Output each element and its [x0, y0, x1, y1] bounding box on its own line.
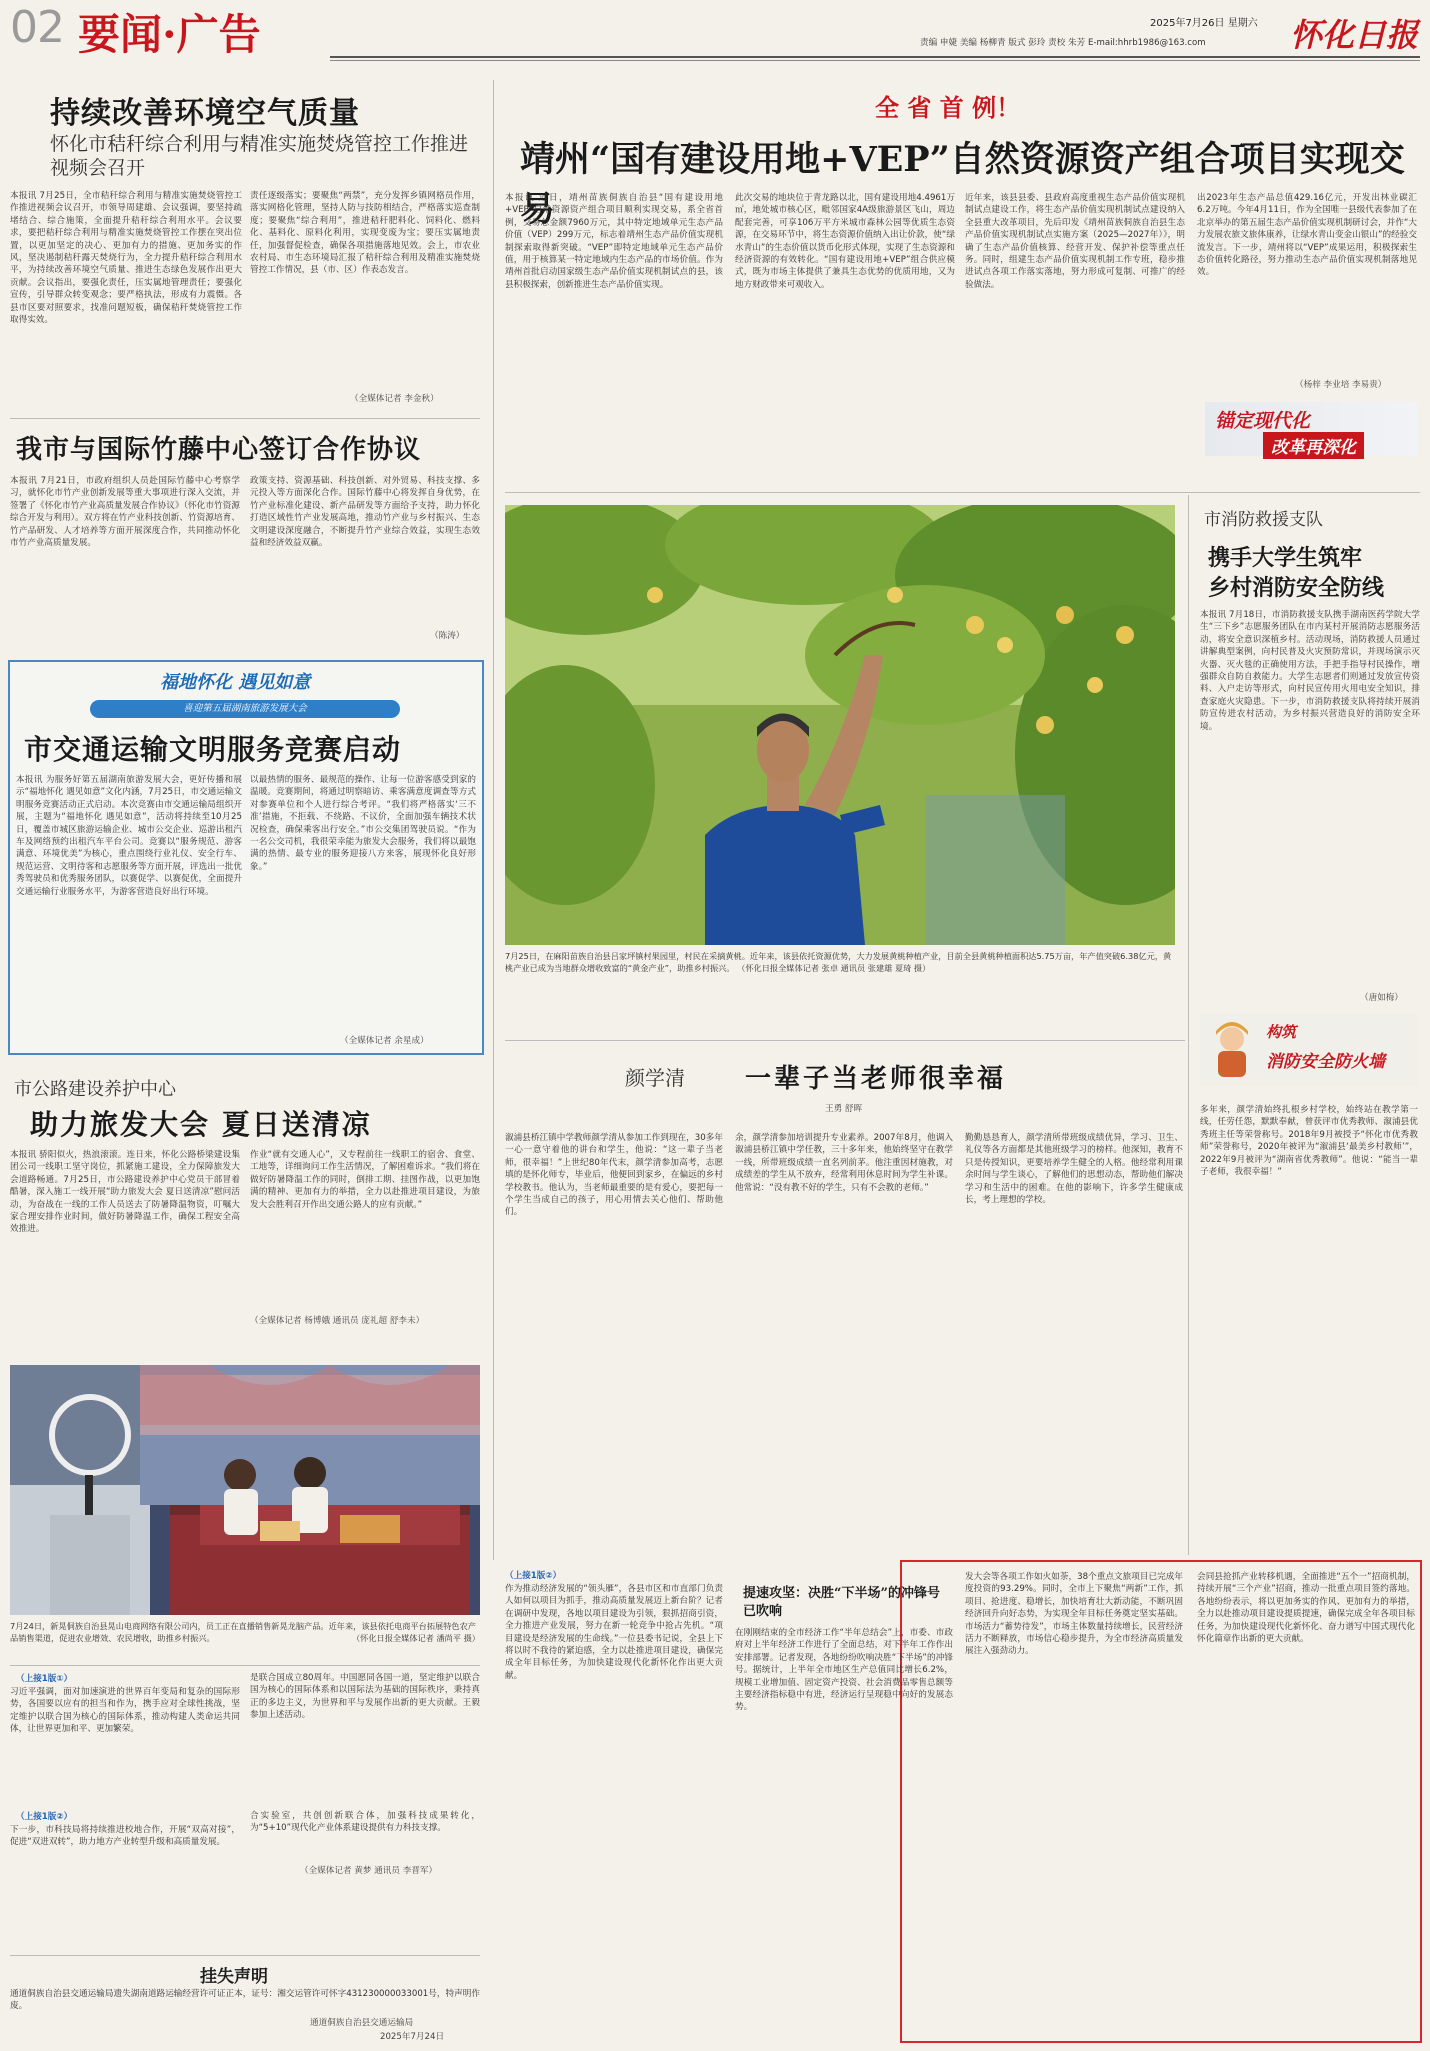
- air-subtitle: 怀化市秸秆综合利用与精准实施焚烧管控工作推进视频会召开: [50, 133, 469, 179]
- air-col2: 责任逐级落实；要聚焦“两禁”，充分发挥乡镇网格员作用，落实网格化管理，坚持人防与技防相结合，严格落实巡查制度；要聚焦“综合利用”，推进秸秆肥料化、饲料化、燃料化、基料化、原料化利用，实现变废为宝；要压实属地责任，加强督促检查，确保各项措施落地见效。会上，市农业农村局、市生态环境局汇报了秸秆综合利用及精准实施焚烧管控工作情况，县（市、区）作表态发言。: [250, 191, 480, 276]
- air-title: 持续改善环境空气质量: [50, 96, 360, 131]
- livestream-caption-text: 7月24日，新晃侗族自治县晃山电商网络有限公司内，员工正在直播销售新晃龙脑产品。近年来，该县依托电商平台拓展特色农产品销售渠道，促进农业增效、农民增收，助推乡村振兴。: [10, 1621, 476, 1643]
- lead-col2: 此次交易的地块位于青龙路以北，国有建设用地4.4961万㎡，地处城市核心区，毗邻国家4A级旅游景区飞山，周边配套完善，可享106万平方米城市森林公园等优质生态资源，在交易环节中，将生态资源价值纳入出让价款，使“绿水青山”的生态价值以货币化形式体现，实现了生态资源和经济资源的有效转化。“国有建设用地+VEP”组合供应模式，既为市场主体提供了兼具生态优势的优质用地，又为地方财政带来可观收入。: [735, 193, 955, 290]
- peach-caption: [505, 950, 1175, 1000]
- masthead-date: 2025年7月26日 星期六: [1150, 18, 1258, 29]
- road-title: 助力旅发大会 夏日送清凉: [30, 1108, 372, 1141]
- notice-date: 2025年7月24日: [380, 2032, 445, 2042]
- divider-left-column: [493, 80, 494, 1560]
- masthead-editors: 责编 申婕 美编 杨柳青 版式 彭玲 责校 朱芳 E-mail:hhrb1986@163.com: [920, 38, 1206, 48]
- livestream-photo-image: [10, 1365, 480, 1615]
- cont2-col2: 合实验室，共创创新联合体，加强科技成果转化，为“5+10”现代化产业体系建设提供有力科技支撑。: [250, 1811, 480, 1834]
- lead-byline: （杨梓 李业培 李易贵）: [1295, 380, 1387, 390]
- livestream-photo: [10, 1365, 480, 1615]
- fire-badge-line1: 构筑: [1266, 1023, 1297, 1041]
- fire-body: 本报讯 7月18日，市消防救援支队携手湖南医药学院大学生“三下乡”志愿服务团队在市内某村开展消防志愿服务活动，将安全意识深植乡村。活动现场，消防救援人员通过讲解典型案例，向村民普及火灾预防常识，并现场演示灭火器、灭火毯的正确使用方法，手把手指导村民操作，增强群众自防自救能力。大学生志愿者们则通过发放宣传资料、入户走访等形式，向村民宣传用火用电安全知识，排查家庭火灾隐患。下一步，市消防救援支队将持续开展消防宣传进农村活动，为乡村振兴营造良好的消防安全环境。: [1200, 610, 1420, 732]
- tourism-banner: [10, 662, 482, 724]
- bamboo-col1: 本报讯 7月21日，市政府组织人员赴国际竹藤中心考察学习，就怀化市竹产业创新发展等重大事项进行深入交流，并签署了《怀化市竹产业高质量发展合作协议》（怀化市竹资源综合开发与利用）。双方将在竹产业科技创新、竹资源培育、竹产品研发、人才培养等方面开展深度合作，共同推动怀化市竹产业高质量发展。: [10, 476, 240, 549]
- teacher-col3: 勤勤恳恳育人，颜学清所带班级成绩优异，学习、卫生、礼仪等各方面都是其他班级学习的榜样。他深知，教育不只是传授知识，更要培养学生健全的人格。他经常利用课余时间与学生谈心，了解他们的思想动态，帮助他们解决学习和生活中的困难。在他的影响下，许多学生健康成长，考上理想的学校。: [965, 1133, 1183, 1206]
- notice-signer: 通道侗族自治县交通运输局: [310, 2018, 414, 2028]
- bamboo-byline: （陈涛）: [430, 631, 465, 641]
- lead-col4: 出2023年生态产品总值429.16亿元，开发出林业碳汇6.2万吨。今年4月11日，作为全国唯一县级代表参加了在北京举办的第五届生态产品价值实现机制研讨会，并作“大力发展农旅文旅体康养，让绿水青山变金山银山”的经验交流发言。下一步，靖州将以“VEP”成果运用，积极探索生态价值转化路径，努力推动生态产品价值实现机制落地见效。: [1197, 193, 1417, 278]
- boxed-col2-head: 提速攻坚：决胜“下半场”的冲锋号已吹响: [743, 1586, 940, 1619]
- lead-article: [505, 80, 1420, 485]
- teacher-name: 颜学清: [625, 1066, 685, 1090]
- reform-badge-line2: 改革再深化: [1263, 432, 1364, 459]
- fire-kicker: 市消防救援支队: [1204, 510, 1323, 530]
- livestream-caption: [10, 1620, 480, 1660]
- cont2-byline: （全媒体记者 黄梦 通讯员 李晋军）: [300, 1866, 438, 1876]
- lead-col1: 本报讯 近日，靖州苗族侗族自治县“国有建设用地+VEP”自然资源资产组合项目顺利实现交易，系全省首例，交易总金额7960万元，其中特定地域单元生态产品价值（VEP）299万元，标志着靖州生态产品价值实现机制探索取得新突破。“VEP”即特定地域单元生态产品价值，用于核算某一特定地域内生态产品的市场价值。作为靖州首批启动国家级生态产品价值实现机制试点的县，该县积极探索，创新推进生态产品价值实现。: [505, 193, 723, 290]
- tourism-banner-line1: 福地怀化 遇见如意: [160, 672, 311, 693]
- lead-bottom-rule: [505, 492, 1420, 493]
- transport-box: [8, 660, 484, 1055]
- transport-col1: 本报讯 为服务好第五届湖南旅游发展大会，更好传播和展示“福地怀化 遇见如意”文化内涵，7月25日，市交通运输文明服务竞赛活动正式启动。本次竞赛由市交通运输局组织开展，主题为“福地怀化 遇见如意”，活动将持续至10月25日，覆盖市城区旅游运输企业、城市公交企业、巡游出租汽车及网络预约出租汽车平台公司。竞赛以“服务规范、游客满意、环境优美”为核心，重点围绕行业礼仪、安全行车、规范运营、文明待客和志愿服务等方面开展，评选出一批优秀驾驶员和优秀服务团队，以赛促学、以赛促优，全面提升交通运输行业服务水平，为游客营造良好出行环境。: [16, 775, 242, 897]
- peach-photo-image: [505, 505, 1175, 945]
- masthead-rule: [330, 56, 1420, 58]
- fire-badge-line2: 消防安全防火墙: [1266, 1052, 1385, 1072]
- reform-badge-line1: 锚定现代化: [1215, 410, 1311, 432]
- fire-title-line1: 携手大学生筑牢: [1208, 545, 1363, 571]
- teacher-col1: 溆浦县桥江镇中学教师颜学清从参加工作到现在，30多年一心一意守着他的讲台和学生，他说：“这一辈子当老师，很幸福！”上世纪80年代末，颜学清参加高考，志愿填的是怀化师专，毕业后，他便回到家乡，在偏远的乡村学校教书。他认为，当老师最重要的是有爱心，要把每一个学生当成自己的孩子，用心用情去关心他们、帮助他们。: [505, 1133, 723, 1218]
- air-byline: （全媒体记者 李金秋）: [350, 394, 439, 404]
- cont1-col2: 是联合国成立80周年。中国愿同各国一道，坚定维护以联合国为核心的国际体系和以国际法为基础的国际秩序，秉持真正的多边主义，为世界和平与发展作出新的更大贡献。王毅参加上述活动。: [250, 1673, 480, 1721]
- lower-left-cont2: [10, 1810, 480, 1890]
- section-title: 要闻·广告: [78, 10, 261, 59]
- paper-logo: 怀化日报: [1290, 16, 1419, 54]
- livestream-credit: （怀化日报全媒体记者 潘尚平 摄）: [351, 1633, 480, 1643]
- teacher-top-rule: [505, 1040, 1185, 1041]
- boxed-col2: 在刚刚结束的全市经济工作“半年总结会”上，市委、市政府对上半年经济工作进行了全面总结，对下半年工作作出安排部署。记者发现，各地纷纷吹响决胜“下半场”的冲锋号。据统计，上半年全市地区生产总值同比增长6.2%，规模工业增加值、固定资产投资、社会消费品零售总额等主要经济指标稳中有进，经济运行呈现稳中向好的发展态势。: [735, 1628, 953, 1713]
- transport-byline: （全媒体记者 余星成）: [340, 1036, 429, 1046]
- teacher-title: 一辈子当老师很幸福: [745, 1064, 1007, 1094]
- reform-badge: [1205, 402, 1417, 456]
- tourism-banner-line2: 喜迎第五届湖南旅游发展大会: [90, 700, 400, 718]
- bamboo-title: 我市与国际竹藤中心签订合作协议: [16, 435, 422, 465]
- boxed-col1: 作为推动经济发展的“领头雁”，各县市区和市直部门负责人如何以项目为抓手，推动高质量发展迈上新台阶？记者在调研中发现，各地以项目建设为引领，狠抓招商引资，全力推进产业发展，努力在新一轮竞争中抢占先机。“项目建设是经济发展的生命线。”一位县委书记说，全县上下将以时不我待的紧迫感，全力以赴推进项目建设，确保完成全年目标任务，为加快建设现代化新怀化作出更大贡献。: [505, 1584, 723, 1681]
- page-number: 02: [10, 2, 64, 53]
- transport-col2: 以最热情的服务、最规范的操作、让每一位游客感受到家的温暖。竞赛期间，将通过明察暗访、乘客满意度调查等方式对参赛单位和个人进行综合考评。“我们将严格落实‘三不准’措施，不拒载、不绕路、不议价，全面加强车辆技术状况检查，确保乘客出行安全。”市公交集团驾驶员说。“作为一名公交司机，我很荣幸能为旅发大会服务，我们将以最饱满的热情、最专业的服务迎接八方来客，展现怀化良好形象。”: [250, 775, 476, 872]
- air-article: [10, 80, 480, 410]
- lead-col3: 近年来，该县县委、县政府高度重视生态产品价值实现机制试点建设工作，将生态产品价值实现机制试点建设纳入全县重大改革项目，先后印发《靖州苗族侗族自治县生态产品价值实现机制试点实施方案（2025—2027年）》，明确了生态产品价值核算、经营开发、保护补偿等重点任务。同时，组建生态产品价值实现机制工作专班，稳步推进试点各项工作落实落地，努力形成可复制、可推广的经验做法。: [965, 193, 1185, 290]
- transport-title: 市交通运输文明服务竞赛启动: [24, 733, 402, 766]
- lead-kicker-text: 全 省 首 例: [875, 93, 997, 122]
- cont1-col1: 习近平强调，面对加速演进的世界百年变局和复杂的国际形势，各国要以应有的担当和作为，携手应对全球性挑战，坚定维护以联合国为核心的国际体系，推动构建人类命运共同体，让世界更加和平、更加繁荣。: [10, 1687, 240, 1735]
- cont2-col1: 下一步，市科技局将持续推进校地合作，开展“双高对接”，促进“双进双转”，助力地方产业转型升级和高质量发展。: [10, 1825, 240, 1848]
- teacher-byline: 王勇 舒晖: [825, 1104, 863, 1114]
- bamboo-article: [10, 425, 480, 655]
- fire-article: [1200, 505, 1420, 1095]
- lead-kicker: [875, 88, 1020, 123]
- boxed-col4: 会同县抢抓产业转移机遇，全面推进“五个一”招商机制，持续开展“三个产业”招商，推动一批重点项目签约落地。各地纷纷表示，将以更加务实的作风、更加有力的举措，全力以赴推动项目建设提质提速，确保完成全年各项目标任务，为加快建设现代化新怀化、奋力谱写中国式现代化怀化篇章作出新的更大贡献。: [1197, 1572, 1415, 1645]
- road-col1: 本报讯 骄阳似火，热浪滚滚。连日来，怀化公路桥梁建设集团公司一线职工坚守岗位，抓紧施工建设，全力保障旅发大会道路畅通。7月25日，市公路建设养护中心党员干部冒着酷暑，深入施工一线开展“助力旅发大会 夏日送清凉”慰问活动，为奋战在一线的工作人员送去了防暑降温物资，叮嘱大家合理安排作业时间，做好防暑降温工作，确保工程安全高效推进。: [10, 1150, 240, 1235]
- road-col2: 作业“就有交通人心”，又专程前往一线职工的宿舍、食堂、工地等，详细询问工作生活情况，了解困难诉求。“我们将在做好防暑降温工作的同时，倒排工期、挂图作战，以更加饱满的精神、更加有力的举措，全力以赴推进项目建设，为旅发大会胜利召开作出交通公路人的应有贡献。”: [250, 1150, 480, 1210]
- air-col1: 本报讯 7月25日，全市秸秆综合利用与精准实施焚烧管控工作推进视频会议召开，市领导周建雄、会议强调，要坚持疏堵结合、综合施策，全面提升秸秆综合利用水平。会议要求，要把秸秆综合利用与精准实施焚烧管控工作摆在突出位置，以更加坚定的决心、更加有力的措施、更加务实的作风，坚决遏制秸秆露天焚烧行为，全力提升秸秆综合利用水平，为持续改善环境空气质量、推进生态绿色发展作出更大贡献。会议指出，要强化责任，压实属地管理责任；要强化宣传，引导群众转变观念；要严格执法，形成有力震慑。各县市区要对照要求，找准问题短板，确保秸秆焚烧管控工作取得实效。: [10, 191, 242, 326]
- notice-body: 通道侗族自治县交通运输局遗失湖南道路运输经营许可证正本，证号：湘交运管许可怀字431230000033001号，特声明作废。: [10, 1989, 480, 2012]
- notice-title: 挂失声明: [200, 1967, 268, 1987]
- fire-title-line2: 乡村消防安全防线: [1208, 575, 1385, 601]
- boxed-article: [505, 1565, 1420, 2040]
- lower-left-cont1: [10, 1672, 480, 1802]
- loss-notice: [10, 1962, 480, 2047]
- masthead: [0, 0, 1430, 62]
- lead-kicker-mark: ！: [996, 93, 1021, 122]
- teacher-col4: 多年来，颜学清始终扎根乡村学校，始终站在教学第一线，任劳任怨，默默奉献，曾获评市优秀教师、溆浦县优秀班主任等荣誉称号。2018年9月被授予“怀化市优秀教师”荣誉称号，2020年被评为“溆浦县‘最美乡村教师’”，2022年9月被评为“湖南省优秀教师”。他说：“能当一辈子老师，我很幸福！”: [1200, 1105, 1418, 1178]
- fire-byline: （唐如梅）: [1360, 993, 1403, 1003]
- peach-caption-text: 7月25日，在麻阳苗族自治县吕家坪镇村果园里，村民在采摘黄桃。近年来，该县依托资源优势，大力发展黄桃种植产业，目前全县黄桃种植面积达5.75万亩，年产值突破6.38亿元，黄桃产业已成为当地群众增收致富的“黄金产业”，助推乡村振兴。: [505, 951, 1172, 973]
- peach-photo: [505, 505, 1175, 945]
- peach-credit: （怀化日报全媒体记者 张卓 通讯员 张建雄 夏琦 摄）: [737, 963, 931, 973]
- bamboo-col2: 政策支持、资源基础、科技创新、对外贸易、科技支撑、多元投入等方面深化合作。国际竹藤中心将发挥自身优势，在竹产业标准化建设、新产品研发等方面给予支持，助力怀化打造区域性竹产业发展高地，推动竹产业与乡村振兴、生态文明建设深度融合，不断提升竹产业综合效益，实现生态效益和经济效益双赢。: [250, 476, 480, 549]
- lower-left-rule: [10, 1665, 480, 1666]
- boxed-col3: 发大会等各项工作如火如荼，38个重点文旅项目已完成年度投资的93.29%。同时，全市上下聚焦“两新”工作，抓项目、抢进度、稳增长，加快培育壮大新动能，不断巩固经济回升向好态势，为实现全年目标任务奠定坚实基础。市场活力“蓄势待发”，市场主体数量持续增长，民营经济活力不断释放，市场信心稳步提升，为全市经济高质量发展注入强劲动力。: [965, 1572, 1183, 1657]
- masthead-rule-thin: [330, 60, 1420, 61]
- road-byline: （全媒体记者 杨博娥 通讯员 庞礼超 舒李未）: [250, 1316, 425, 1326]
- cont2-label: （上接1版②）: [16, 1812, 73, 1822]
- cont1-label: （上接1版①）: [16, 1674, 73, 1684]
- air-bottom-rule: [10, 418, 480, 419]
- road-article: [10, 1075, 480, 1355]
- notice-rule: [10, 1955, 480, 1956]
- road-kicker: 市公路建设养护中心: [14, 1079, 176, 1100]
- lead-title: 靖州“国有建设用地+VEP”自然资源资产组合项目实现交易: [520, 139, 1405, 230]
- teacher-article: [505, 1048, 1420, 1553]
- teacher-col2: 余，颜学清参加培训提升专业素养。2007年8月，他调入溆浦县桥江镇中学任教，三十多年来，他始终坚守在教学一线，所带班级成绩一直名列前茅。他注重因材施教，对成绩差的学生从不放弃，经常利用休息时间为学生补课。他常说：“没有教不好的学生，只有不会教的老师。”: [735, 1133, 953, 1193]
- boxed-cont-label: （上接1版②）: [505, 1571, 562, 1581]
